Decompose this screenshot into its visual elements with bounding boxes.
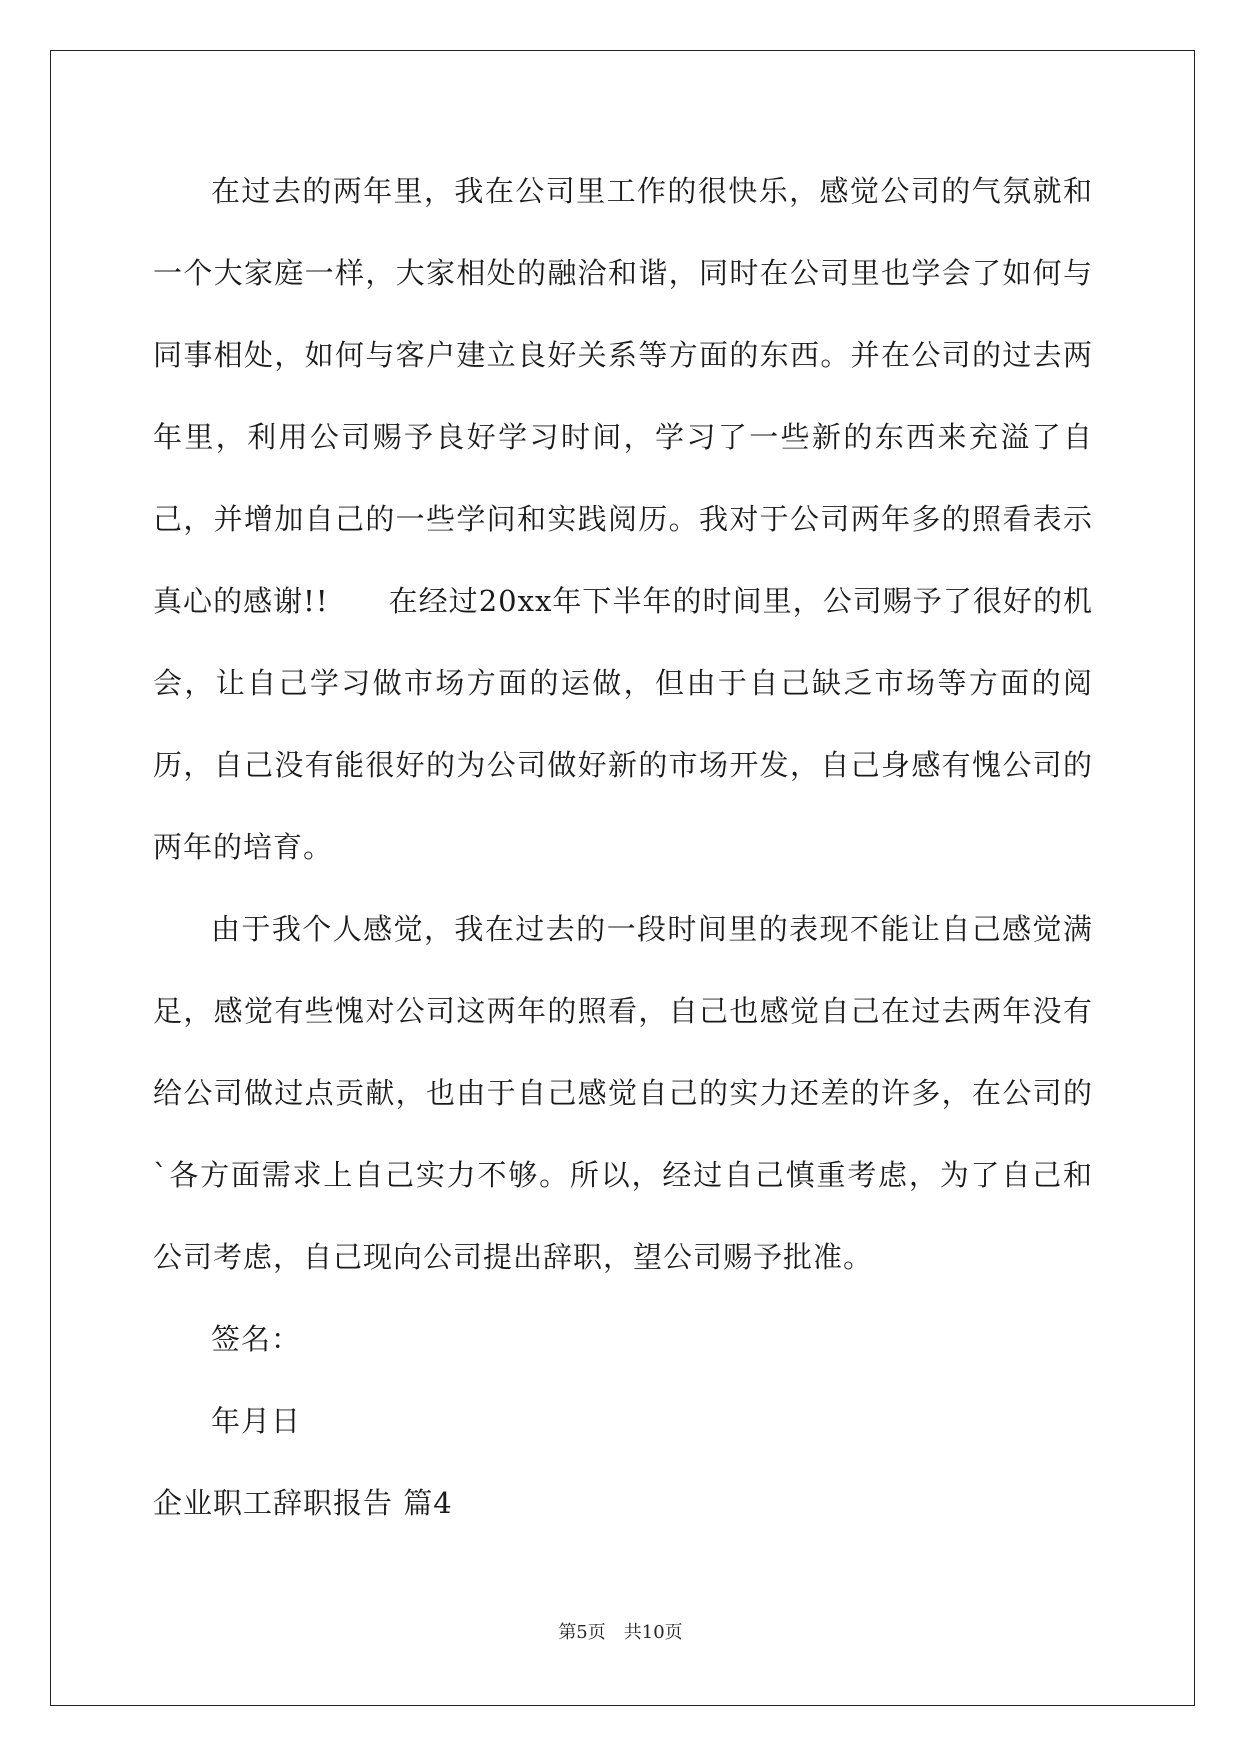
document-body xyxy=(153,150,1093,1544)
paragraph-2: 由于我个人感觉，我在过去的一段时间里的表现不能让自己感觉满足，感觉有些愧对公司这两年的照看，自己也感觉自己在过去两年没有给公司做过点贡献，也由于自己感觉自己的实力还差的许多，在公司的`各方面需求上自己实力不够。所以，经过自己慎重考虑，为了自己和公司考虑，自己现向公司提出辞职，望公司赐予批准。 xyxy=(153,912,1093,1274)
section-heading: 企业职工辞职报告 篇4 xyxy=(153,1486,453,1520)
signature-line: 签名： xyxy=(211,1322,302,1356)
date-line: 年月日 xyxy=(211,1404,302,1438)
page-number: 第5页 共10页 xyxy=(558,1622,683,1643)
paragraph-1: 在过去的两年里，我在公司里工作的很快乐，感觉公司的气氛就和一个大家庭一样，大家相处的融洽和谐，同时在公司里也学会了如何与同事相处，如何与客户建立良好关系等方面的东西。并在公司的过去两年里，利用公司赐予良好学习时间，学习了一些新的东西来充溢了自己，并增加自己的一些学问和实践阅历。我对于公司两年多的照看表示真心的感谢!! 在经过20xx年下半年的时间里，公司赐予了很好的机会，让自己学习做市场方面的运做，但由于自己缺乏市场等方面的阅历，自己没有能很好的为公司做好新的市场开发，自己身感有愧公司的两年的培育。 xyxy=(153,174,1093,864)
